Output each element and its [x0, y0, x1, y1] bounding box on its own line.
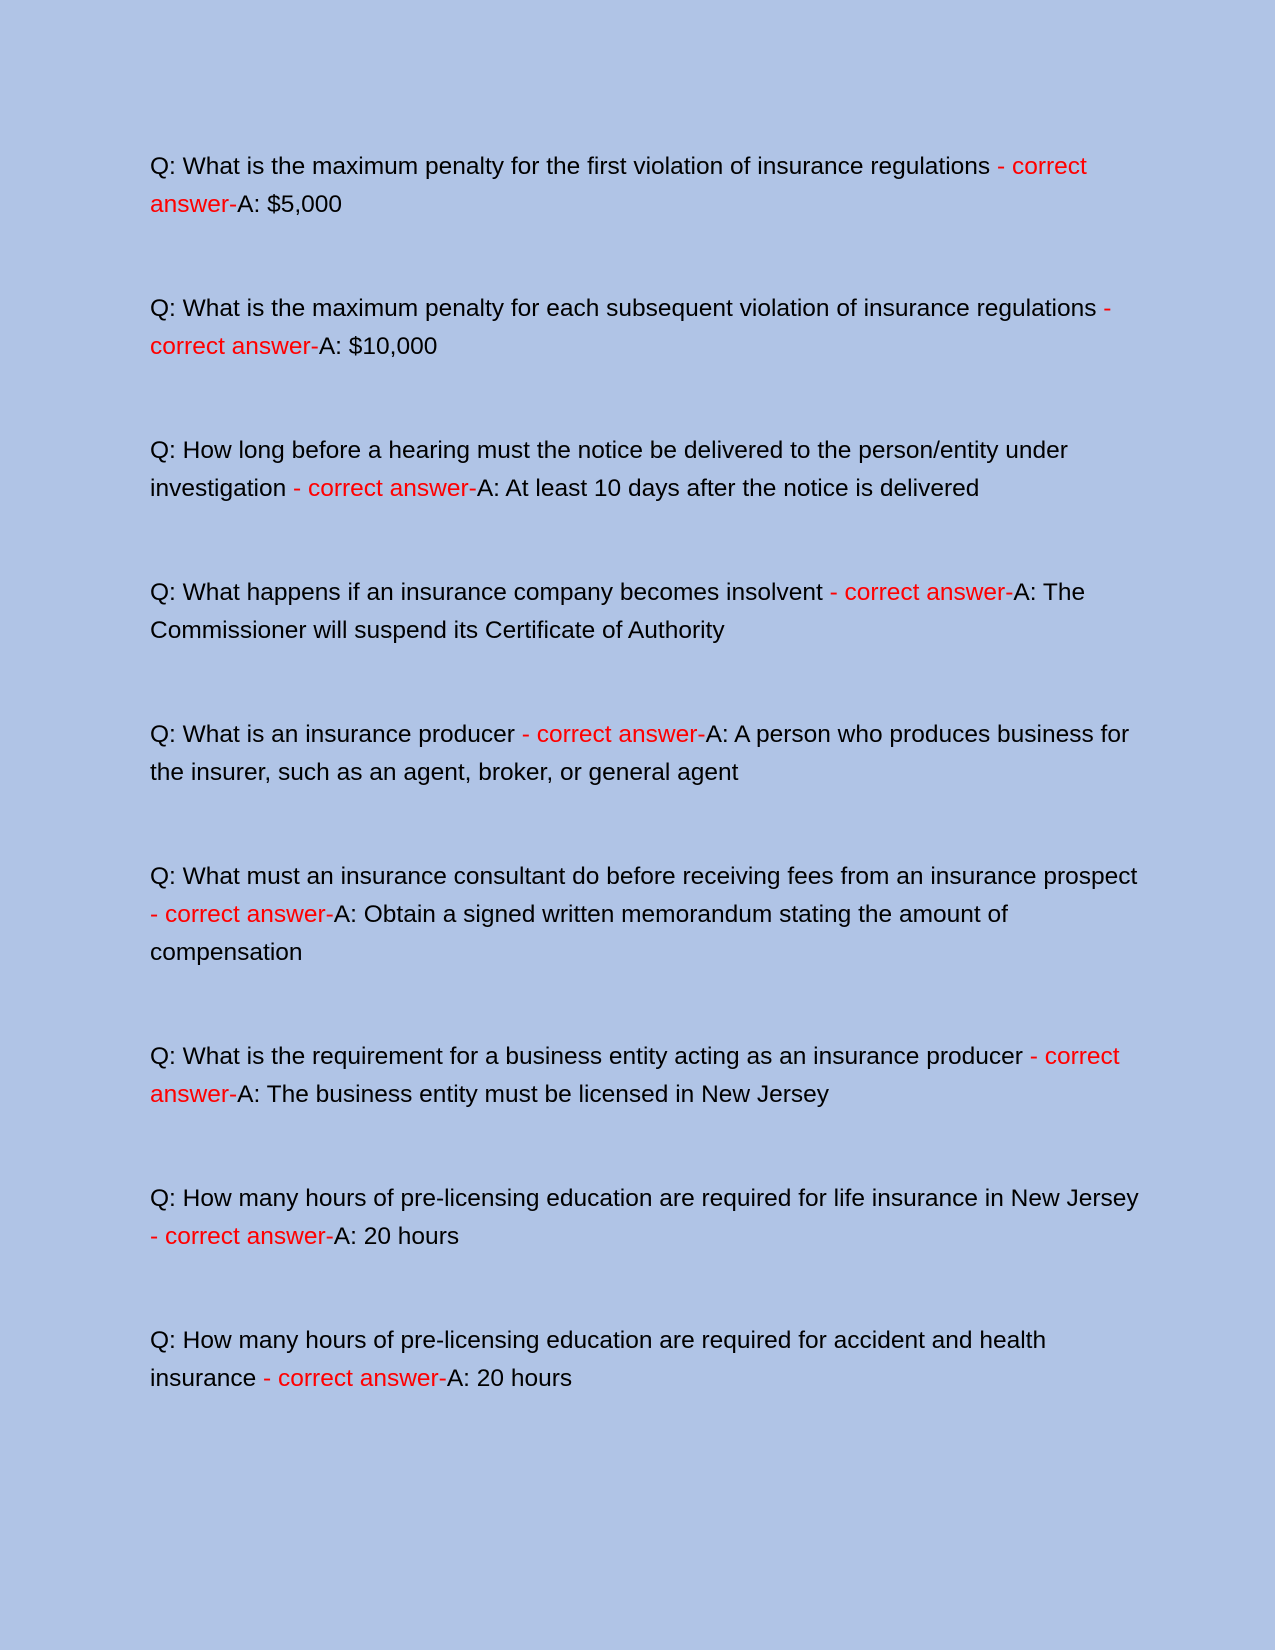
correct-answer-marker: - correct answer- [521, 721, 706, 748]
qa-item [150, 1180, 1140, 1256]
qa-item [150, 432, 1140, 508]
answer-text: A: Obtain a signed written memorandum stating the amount of compensation [150, 901, 1008, 966]
correct-answer-marker: - correct answer- [293, 475, 477, 502]
question-text: Q: What is the maximum penalty for each subsequent violation of insurance regulations [150, 295, 1104, 322]
qa-item [150, 148, 1140, 224]
correct-answer-marker: - correct answer- [150, 901, 334, 928]
correct-answer-marker: - correct answer- [150, 1043, 1120, 1108]
correct-answer-marker: - correct answer- [150, 1223, 334, 1250]
question-text: Q: What must an insurance consultant do before receiving fees from an insurance prospect [150, 863, 1138, 890]
qa-item [150, 858, 1140, 972]
question-text: Q: How long before a hearing must the notice be delivered to the person/entity under investigation [150, 437, 1068, 502]
qa-item [150, 574, 1140, 650]
question-text: Q: How many hours of pre-licensing education are required for accident and health insurance [150, 1327, 1047, 1392]
correct-answer-marker: - correct answer- [150, 295, 1112, 360]
correct-answer-marker: - correct answer- [263, 1365, 447, 1392]
answer-text: A: 20 hours [333, 1223, 460, 1250]
qa-item [150, 716, 1140, 792]
answer-text: A: A person who produces business for the insurer, such as an agent, broker, or general agent [150, 721, 1130, 786]
question-text: Q: What happens if an insurance company becomes insolvent [150, 579, 830, 606]
question-text: Q: How many hours of pre-licensing education are required for life insurance in New Jersey [150, 1185, 1139, 1212]
correct-answer-marker: - correct answer- [150, 153, 1087, 218]
answer-text: A: The Commissioner will suspend its Certificate of Authority [150, 579, 1086, 644]
qa-item [150, 290, 1140, 366]
answer-text: A: 20 hours [446, 1365, 573, 1392]
answer-text: A: At least 10 days after the notice is delivered [476, 475, 980, 502]
answer-text: A: $5,000 [237, 191, 343, 218]
answer-text: A: The business entity must be licensed in New Jersey [237, 1081, 830, 1108]
question-text: Q: What is an insurance producer [150, 721, 522, 748]
document-page [150, 148, 1140, 1464]
qa-item [150, 1322, 1140, 1398]
correct-answer-marker: - correct answer- [829, 579, 1014, 606]
question-text: Q: What is the maximum penalty for the first violation of insurance regulations [150, 153, 997, 180]
qa-item [150, 1038, 1140, 1114]
answer-text: A: $10,000 [318, 333, 438, 360]
question-text: Q: What is the requirement for a business entity acting as an insurance producer [150, 1043, 1030, 1070]
